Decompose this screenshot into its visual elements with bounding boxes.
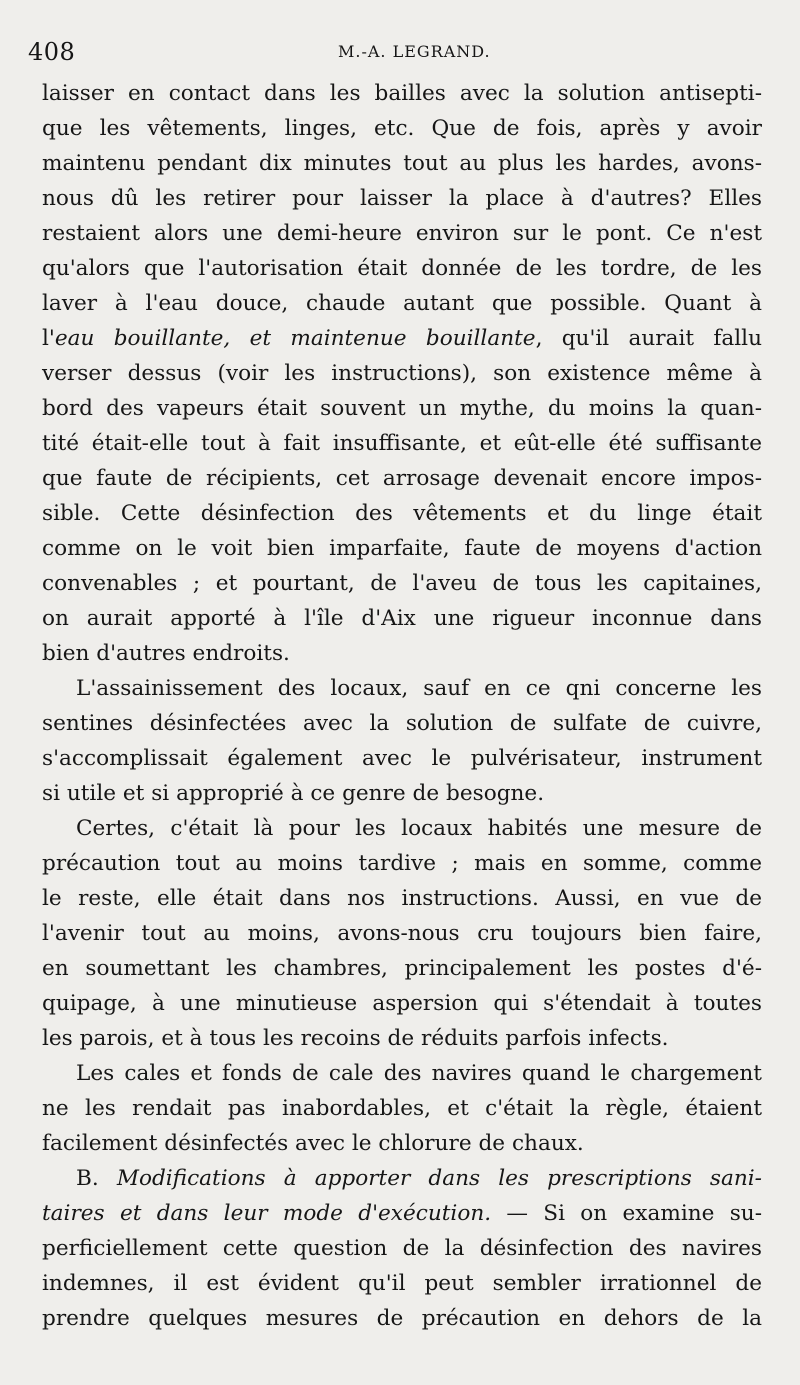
line-prefix: B.: [76, 1166, 117, 1191]
text-line: si utile et si approprié à ce genre de besogne.: [42, 781, 545, 806]
text-line: [42, 1161, 762, 1196]
text-line: [42, 1196, 762, 1231]
text-line: [42, 321, 762, 356]
text-line: tité était-elle tout à fait insuffisante, et eût-elle été suffisante: [42, 431, 762, 456]
text-line: comme on le voit bien imparfaite, faute de moyens d'action: [42, 536, 762, 561]
text-line: qu'alors que l'autorisation était donnée de les tordre, de les: [42, 256, 762, 281]
text-line: indemnes, il est évident qu'il peut sembler irrationnel de: [42, 1271, 762, 1296]
text-line: L'assainissement des locaux, sauf en ce qni concerne les: [76, 676, 762, 701]
italic-text: eau bouillante, et maintenue bouillante: [54, 326, 536, 351]
text-line: bien d'autres endroits.: [42, 641, 290, 666]
page-header: [28, 38, 768, 68]
text-line: nous dû les retirer pour laisser la place à d'autres? Elles: [42, 186, 762, 211]
text-line: on aurait apporté à l'île d'Aix une rigueur inconnue dans: [42, 606, 762, 631]
page-number: 408: [28, 38, 76, 66]
line-suffix: — Si on examine su-: [491, 1201, 762, 1226]
line-prefix: l': [42, 326, 55, 351]
text-line: ne les rendait pas inabordables, et c'était la règle, étaient: [42, 1096, 762, 1121]
text-line: facilement désinfectés avec le chlorure de chaux.: [42, 1131, 584, 1156]
text-line: Certes, c'était là pour les locaux habités une mesure de: [76, 816, 762, 841]
text-line: verser dessus (voir les instructions), son existence même à: [42, 361, 762, 386]
text-line: l'avenir tout au moins, avons-nous cru toujours bien faire,: [42, 921, 762, 946]
text-line: convenables ; et pourtant, de l'aveu de tous les capitaines,: [42, 571, 762, 596]
text-line: que faute de récipients, cet arrosage devenait encore impos-: [42, 466, 762, 491]
text-line: quipage, à une minutieuse aspersion qui s'étendait à toutes: [42, 991, 762, 1016]
text-line: Les cales et fonds de cale des navires quand le chargement: [76, 1061, 762, 1086]
text-line: maintenu pendant dix minutes tout au plus les hardes, avons-: [42, 151, 762, 176]
text-line: sentines désinfectées avec la solution de sulfate de cuivre,: [42, 711, 762, 736]
text-line: bord des vapeurs était souvent un mythe, du moins la quan-: [42, 396, 762, 421]
text-line: sible. Cette désinfection des vêtements et du linge était: [42, 501, 762, 526]
text-line: restaient alors une demi-heure environ sur le pont. Ce n'est: [42, 221, 762, 246]
text-line: laisser en contact dans les bailles avec la solution antisepti-: [42, 81, 762, 106]
body-text: [42, 76, 762, 1336]
text-line: s'accomplissait également avec le pulvérisateur, instrument: [42, 746, 762, 771]
text-line: perficiellement cette question de la désinfection des navires: [42, 1236, 762, 1261]
text-line: en soumettant les chambres, principalement les postes d'é-: [42, 956, 762, 981]
text-line: le reste, elle était dans nos instructions. Aussi, en vue de: [42, 886, 762, 911]
line-suffix: , qu'il aurait fallu: [535, 326, 762, 351]
italic-text: taires et dans leur mode d'exécution.: [42, 1201, 492, 1226]
text-line: que les vêtements, linges, etc. Que de fois, après y avoir: [42, 116, 762, 141]
running-head: M.-A. LEGRAND.: [338, 42, 491, 61]
text-line: les parois, et à tous les recoins de réduits parfois infects.: [42, 1026, 669, 1051]
text-line: prendre quelques mesures de précaution en dehors de la: [42, 1306, 762, 1331]
text-line: laver à l'eau douce, chaude autant que possible. Quant à: [42, 291, 762, 316]
text-line: précaution tout au moins tardive ; mais en somme, comme: [42, 851, 762, 876]
italic-text: Modifications à apporter dans les prescriptions sani-: [116, 1166, 762, 1191]
